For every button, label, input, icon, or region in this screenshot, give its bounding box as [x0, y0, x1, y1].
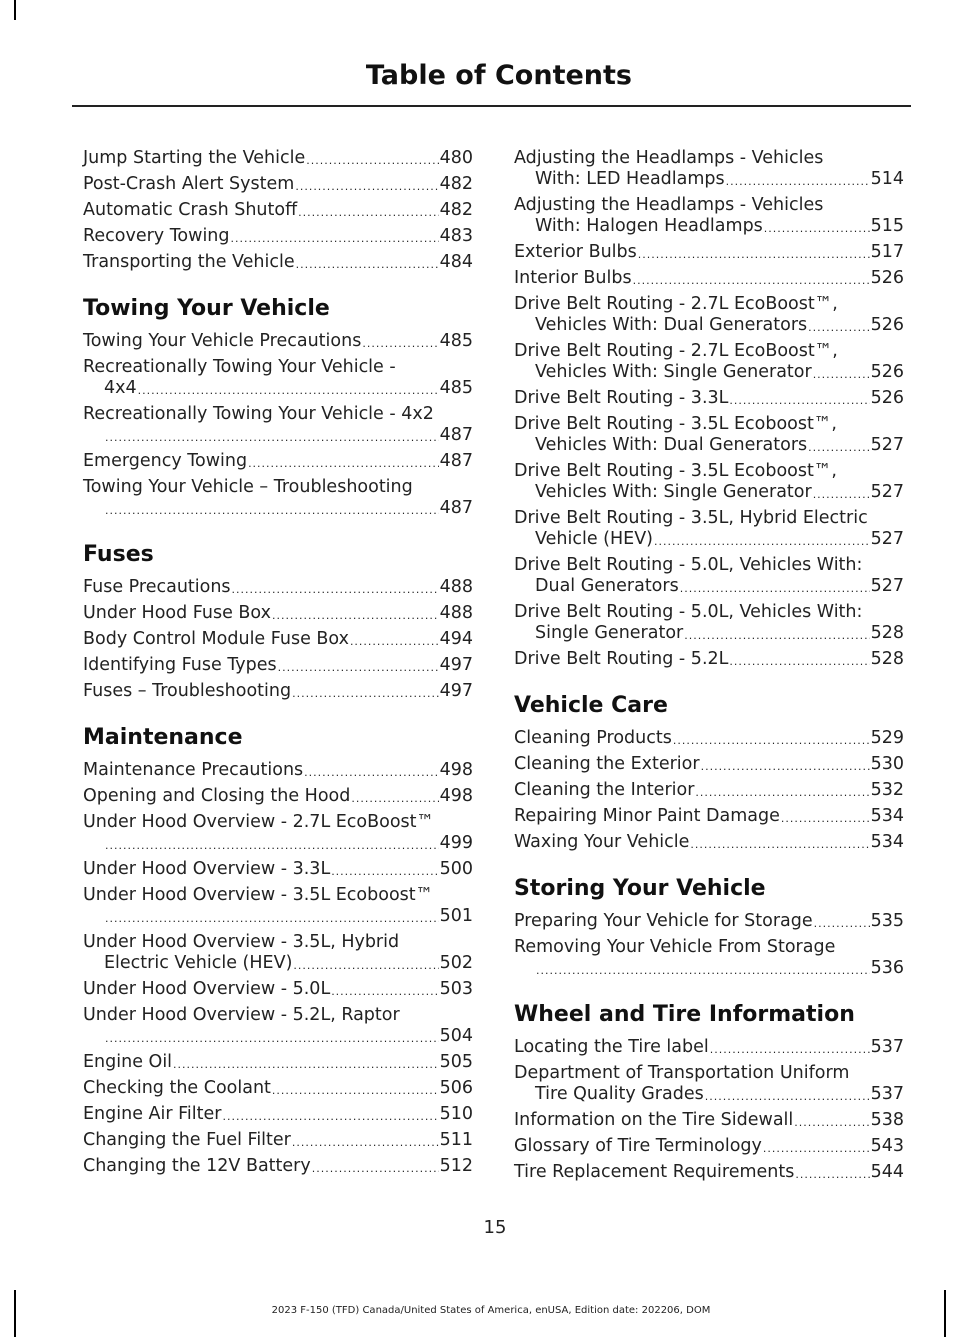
toc-entry[interactable] [514, 414, 904, 456]
toc-entry-title-cont: With: LED Headlamps [535, 169, 725, 189]
dot-leader [781, 810, 870, 827]
toc-entry-continuation [83, 953, 473, 974]
toc-entry[interactable] [514, 294, 904, 336]
dot-leader [350, 633, 439, 650]
toc-entry-title: Under Hood Overview - 5.2L, Raptor [83, 1005, 400, 1025]
dot-leader [295, 178, 438, 195]
dot-leader [272, 1082, 439, 1099]
dot-leader [248, 455, 439, 472]
toc-entry-title: Department of Transportation Uniform [514, 1063, 850, 1083]
toc-entry-page: 487 [439, 425, 473, 445]
toc-entry-title: Post-Crash Alert System [83, 174, 295, 194]
toc-entry-title: Engine Oil [83, 1052, 173, 1072]
toc-entry-page: 488 [439, 577, 473, 597]
dot-leader [814, 915, 870, 932]
toc-entry[interactable] [83, 148, 473, 169]
dot-leader [763, 1140, 870, 1157]
toc-entry[interactable] [83, 1052, 473, 1073]
toc-entry-page: 526 [870, 268, 904, 288]
toc-entry[interactable] [514, 754, 904, 775]
dot-leader [298, 204, 438, 221]
toc-left-column [83, 148, 473, 1182]
dot-leader [701, 758, 870, 775]
toc-entry[interactable] [83, 200, 473, 221]
dot-leader [173, 1056, 439, 1073]
toc-entry-title: Maintenance Precautions [83, 760, 304, 780]
toc-entry-page: 501 [439, 906, 473, 926]
section-heading: Fuses [83, 542, 154, 567]
toc-entry-page: 537 [870, 1084, 904, 1104]
dot-leader [638, 246, 870, 263]
toc-entry-continuation [514, 435, 904, 456]
toc-entry-page: 535 [870, 911, 904, 931]
toc-entry[interactable] [514, 242, 904, 263]
toc-entry[interactable] [83, 577, 473, 598]
dot-leader [278, 659, 439, 676]
toc-entry-continuation [514, 362, 904, 383]
dot-leader [813, 486, 870, 503]
toc-entry[interactable] [83, 786, 473, 807]
dot-leader [729, 653, 869, 670]
dot-leader [105, 429, 439, 446]
toc-entry-title: Removing Your Vehicle From Storage [514, 937, 836, 957]
toc-entry-page: 498 [439, 760, 473, 780]
section-heading: Towing Your Vehicle [83, 296, 330, 321]
toc-entry-continuation [514, 216, 904, 237]
toc-entry-page: 530 [870, 754, 904, 774]
toc-entry-page: 527 [870, 576, 904, 596]
toc-entry-title: Waxing Your Vehicle [514, 832, 690, 852]
toc-entry-title: Changing the Fuel Filter [83, 1130, 291, 1150]
toc-entry-page: 480 [439, 148, 473, 168]
toc-entry-title: Exterior Bulbs [514, 242, 637, 262]
toc-entry-title-cont: Vehicle (HEV) [535, 529, 653, 549]
toc-entry[interactable] [83, 357, 473, 399]
toc-entry-title-cont: Vehicles With: Single Generator [535, 482, 812, 502]
toc-entry[interactable] [83, 655, 473, 676]
toc-entry[interactable] [83, 932, 473, 974]
toc-entry-title: Drive Belt Routing - 3.3L [514, 388, 729, 408]
dot-leader [331, 983, 438, 1000]
toc-entry-title: Interior Bulbs [514, 268, 632, 288]
dot-leader [296, 256, 439, 273]
toc-entry-page: 502 [439, 953, 473, 973]
toc-entry[interactable] [83, 477, 473, 519]
toc-entry-page: 483 [439, 226, 473, 246]
toc-entry[interactable] [514, 461, 904, 503]
toc-entry-title-cont: 4x4 [104, 378, 137, 398]
toc-entry-page: 537 [870, 1037, 904, 1057]
toc-entry-page: 528 [870, 623, 904, 643]
toc-entry-continuation [514, 482, 904, 503]
toc-entry-page: 505 [439, 1052, 473, 1072]
toc-entry-page: 494 [439, 629, 473, 649]
toc-entry-title: Information on the Tire Sidewall [514, 1110, 794, 1130]
toc-entry-title-cont: Vehicles With: Dual Generators [535, 435, 808, 455]
toc-entry-page: 488 [439, 603, 473, 623]
toc-entry-page: 538 [870, 1110, 904, 1130]
toc-entry-title: Engine Air Filter [83, 1104, 222, 1124]
toc-entry-title: Under Hood Overview - 2.7L EcoBoost™ [83, 812, 435, 832]
dot-leader [222, 1108, 438, 1125]
toc-entry-title: Fuse Precautions [83, 577, 231, 597]
toc-entry-page: 497 [439, 681, 473, 701]
toc-entry-continuation [514, 529, 904, 550]
dot-leader [232, 581, 439, 598]
toc-entry-title: Under Hood Overview - 3.3L [83, 859, 331, 879]
toc-entry-page: 514 [870, 169, 904, 189]
toc-entry[interactable] [514, 555, 904, 597]
section-heading: Storing Your Vehicle [514, 876, 766, 901]
dot-leader [695, 784, 869, 801]
toc-entry[interactable] [83, 174, 473, 195]
toc-entry[interactable] [83, 1156, 473, 1177]
dot-leader [138, 382, 439, 399]
toc-entry-title: Automatic Crash Shutoff [83, 200, 298, 220]
toc-entry-title: Body Control Module Fuse Box [83, 629, 349, 649]
toc-entry[interactable] [83, 979, 473, 1000]
dot-leader [292, 1134, 439, 1151]
toc-entry[interactable] [83, 859, 473, 880]
toc-entry-title: Drive Belt Routing - 3.5L Ecoboost™, [514, 461, 837, 481]
toc-entry[interactable] [514, 832, 904, 853]
toc-entry[interactable] [514, 341, 904, 383]
toc-entry-page: 485 [439, 331, 473, 351]
toc-entry[interactable] [514, 508, 904, 550]
dot-leader [633, 272, 870, 289]
toc-entry-continuation [514, 576, 904, 597]
toc-entry[interactable] [514, 602, 904, 644]
toc-entry[interactable] [514, 195, 904, 237]
dot-leader [808, 319, 869, 336]
toc-entry-title: Repairing Minor Paint Damage [514, 806, 780, 826]
toc-entry-title: Recreationally Towing Your Vehicle - 4x2 [83, 404, 434, 424]
section-heading: Vehicle Care [514, 693, 668, 718]
toc-entry[interactable] [514, 806, 904, 827]
toc-entry-title: Opening and Closing the Hood [83, 786, 351, 806]
toc-entry-page: 544 [870, 1162, 904, 1182]
toc-entry-page: 526 [870, 388, 904, 408]
toc-entry-page: 536 [870, 958, 904, 978]
toc-entry[interactable] [83, 451, 473, 472]
toc-entry-page: 498 [439, 786, 473, 806]
toc-entry-title-cont: Dual Generators [535, 576, 679, 596]
toc-entry-title: Changing the 12V Battery [83, 1156, 311, 1176]
toc-entry-title-cont: Vehicles With: Single Generator [535, 362, 812, 382]
dot-leader [293, 957, 438, 974]
dot-leader [306, 152, 438, 169]
toc-right-column [514, 148, 904, 1188]
dot-leader [795, 1166, 869, 1183]
section-heading: Maintenance [83, 725, 243, 750]
toc-entry-page: 487 [439, 451, 473, 471]
dot-leader [690, 836, 869, 853]
toc-entry-title: Cleaning Products [514, 728, 672, 748]
page-title: Table of Contents [365, 60, 632, 91]
edition-footer: 2023 F-150 (TFD) Canada/United States of America, enUSA, Edition date: 202206, DOM [271, 1305, 711, 1316]
toc-entry-title-cont: Single Generator [535, 623, 684, 643]
toc-entry-page: 503 [439, 979, 473, 999]
toc-entry-title: Drive Belt Routing - 3.5L Ecoboost™, [514, 414, 837, 434]
toc-entry-title: Under Hood Overview - 3.5L, Hybrid [83, 932, 400, 952]
toc-entry-title: Identifying Fuse Types [83, 655, 277, 675]
toc-entry-title-cont: Electric Vehicle (HEV) [104, 953, 293, 973]
dot-leader [673, 732, 870, 749]
toc-entry[interactable] [83, 812, 473, 854]
toc-entry-page: 528 [870, 649, 904, 669]
dot-leader [351, 790, 438, 807]
dot-leader [272, 607, 439, 624]
header-divider [72, 105, 911, 107]
toc-entry-page: 526 [870, 315, 904, 335]
toc-entry-title: Cleaning the Interior [514, 780, 695, 800]
toc-entry[interactable] [83, 1078, 473, 1099]
toc-entry[interactable] [514, 728, 904, 749]
dot-leader [292, 685, 439, 702]
toc-entry-page: 529 [870, 728, 904, 748]
dot-leader [813, 366, 870, 383]
dot-leader [105, 1030, 439, 1047]
toc-entry[interactable] [83, 1005, 473, 1047]
crop-mark-top-left [14, 0, 16, 20]
dot-leader [231, 230, 439, 247]
toc-entry-page: 487 [439, 498, 473, 518]
dot-leader [105, 910, 439, 927]
toc-entry[interactable] [514, 780, 904, 801]
toc-entry[interactable] [514, 148, 904, 190]
toc-entry[interactable] [514, 911, 904, 932]
toc-entry[interactable] [83, 1130, 473, 1151]
toc-entry-continuation [83, 906, 473, 927]
toc-entry[interactable] [83, 226, 473, 247]
dot-leader [654, 533, 870, 550]
toc-entry-title: Fuses – Troubleshooting [83, 681, 292, 701]
toc-entry[interactable] [514, 268, 904, 289]
toc-entry-page: 497 [439, 655, 473, 675]
toc-entry-title: Emergency Towing [83, 451, 248, 471]
page-number: 15 [483, 1217, 507, 1238]
toc-entry-continuation [83, 833, 473, 854]
toc-entry-continuation [514, 958, 904, 979]
toc-entry[interactable] [514, 1136, 904, 1157]
toc-entry-page: 511 [439, 1130, 473, 1150]
toc-entry[interactable] [83, 1104, 473, 1125]
toc-entry[interactable] [83, 629, 473, 650]
dot-leader [764, 220, 870, 237]
dot-leader [362, 335, 438, 352]
toc-entry-title: Recreationally Towing Your Vehicle - [83, 357, 396, 377]
toc-entry-title: Adjusting the Headlamps - Vehicles [514, 195, 824, 215]
toc-entry-title: Preparing Your Vehicle for Storage [514, 911, 813, 931]
toc-entry-page: 482 [439, 174, 473, 194]
toc-entry-continuation [83, 498, 473, 519]
toc-entry[interactable] [514, 388, 904, 409]
toc-entry-continuation [83, 425, 473, 446]
dot-leader [705, 1088, 870, 1105]
dot-leader [726, 173, 870, 190]
toc-entry-title: Transporting the Vehicle [83, 252, 295, 272]
toc-entry[interactable] [514, 1162, 904, 1183]
dot-leader [536, 962, 870, 979]
toc-entry-page: 485 [439, 378, 473, 398]
toc-entry-title: Tire Replacement Requirements [514, 1162, 795, 1182]
toc-entry-title: Drive Belt Routing - 5.0L, Vehicles With: [514, 555, 863, 575]
toc-entry-title-cont: With: Halogen Headlamps [535, 216, 763, 236]
toc-entry-continuation [83, 378, 473, 399]
toc-entry-title: Under Hood Overview - 3.5L Ecoboost™ [83, 885, 434, 905]
toc-entry-page: 512 [439, 1156, 473, 1176]
toc-entry-continuation [514, 1084, 904, 1105]
toc-entry-title: Adjusting the Headlamps - Vehicles [514, 148, 824, 168]
toc-entry-title: Under Hood Overview - 5.0L [83, 979, 331, 999]
toc-entry[interactable] [83, 681, 473, 702]
toc-entry[interactable] [83, 885, 473, 927]
toc-entry-continuation [514, 169, 904, 190]
dot-leader [312, 1160, 439, 1177]
toc-entry-page: 534 [870, 832, 904, 852]
toc-entry-title: Drive Belt Routing - 2.7L EcoBoost™, [514, 294, 838, 314]
toc-entry-continuation [83, 1026, 473, 1047]
toc-entry[interactable] [514, 1110, 904, 1131]
toc-entry-page: 500 [439, 859, 473, 879]
toc-entry[interactable] [514, 649, 904, 670]
toc-entry-title-cont: Vehicles With: Dual Generators [535, 315, 808, 335]
toc-entry-title: Towing Your Vehicle Precautions [83, 331, 362, 351]
toc-entry-title: Cleaning the Exterior [514, 754, 700, 774]
toc-entry-page: 515 [870, 216, 904, 236]
toc-entry-title: Under Hood Fuse Box [83, 603, 271, 623]
toc-entry-continuation [514, 315, 904, 336]
toc-entry[interactable] [83, 760, 473, 781]
toc-entry-title: Recovery Towing [83, 226, 230, 246]
dot-leader [794, 1114, 869, 1131]
toc-entry-page: 482 [439, 200, 473, 220]
toc-entry[interactable] [83, 404, 473, 446]
section-heading: Wheel and Tire Information [514, 1002, 855, 1027]
dot-leader [729, 392, 869, 409]
dot-leader [105, 837, 439, 854]
dot-leader [331, 863, 438, 880]
toc-entry-page: 510 [439, 1104, 473, 1124]
toc-entry-page: 484 [439, 252, 473, 272]
toc-entry-title: Drive Belt Routing - 2.7L EcoBoost™, [514, 341, 838, 361]
toc-entry-title: Jump Starting the Vehicle [83, 148, 306, 168]
toc-entry-page: 499 [439, 833, 473, 853]
toc-entry-page: 506 [439, 1078, 473, 1098]
toc-entry-page: 534 [870, 806, 904, 826]
toc-entry-page: 526 [870, 362, 904, 382]
toc-entry[interactable] [83, 603, 473, 624]
toc-entry-title: Locating the Tire label [514, 1037, 709, 1057]
toc-entry-title-cont: Tire Quality Grades [535, 1084, 704, 1104]
toc-entry-page: 527 [870, 482, 904, 502]
toc-entry-title: Towing Your Vehicle – Troubleshooting [83, 477, 413, 497]
toc-entry[interactable] [83, 252, 473, 273]
toc-entry[interactable] [514, 937, 904, 979]
toc-entry[interactable] [83, 331, 473, 352]
toc-entry-page: 532 [870, 780, 904, 800]
toc-entry-title: Drive Belt Routing - 5.2L [514, 649, 729, 669]
dot-leader [808, 439, 869, 456]
toc-entry-page: 504 [439, 1026, 473, 1046]
toc-entry-title: Glossary of Tire Terminology [514, 1136, 762, 1156]
dot-leader [680, 580, 870, 597]
dot-leader [684, 627, 869, 644]
dot-leader [105, 502, 439, 519]
toc-entry-title: Drive Belt Routing - 5.0L, Vehicles With: [514, 602, 863, 622]
toc-entry[interactable] [514, 1037, 904, 1058]
toc-entry-title: Checking the Coolant [83, 1078, 271, 1098]
toc-entry[interactable] [514, 1063, 904, 1105]
toc-entry-page: 527 [870, 435, 904, 455]
dot-leader [304, 764, 438, 781]
toc-entry-page: 517 [870, 242, 904, 262]
toc-entry-continuation [514, 623, 904, 644]
dot-leader [710, 1041, 870, 1058]
toc-entry-page: 527 [870, 529, 904, 549]
toc-entry-page: 543 [870, 1136, 904, 1156]
toc-entry-title: Drive Belt Routing - 3.5L, Hybrid Electric [514, 508, 868, 528]
